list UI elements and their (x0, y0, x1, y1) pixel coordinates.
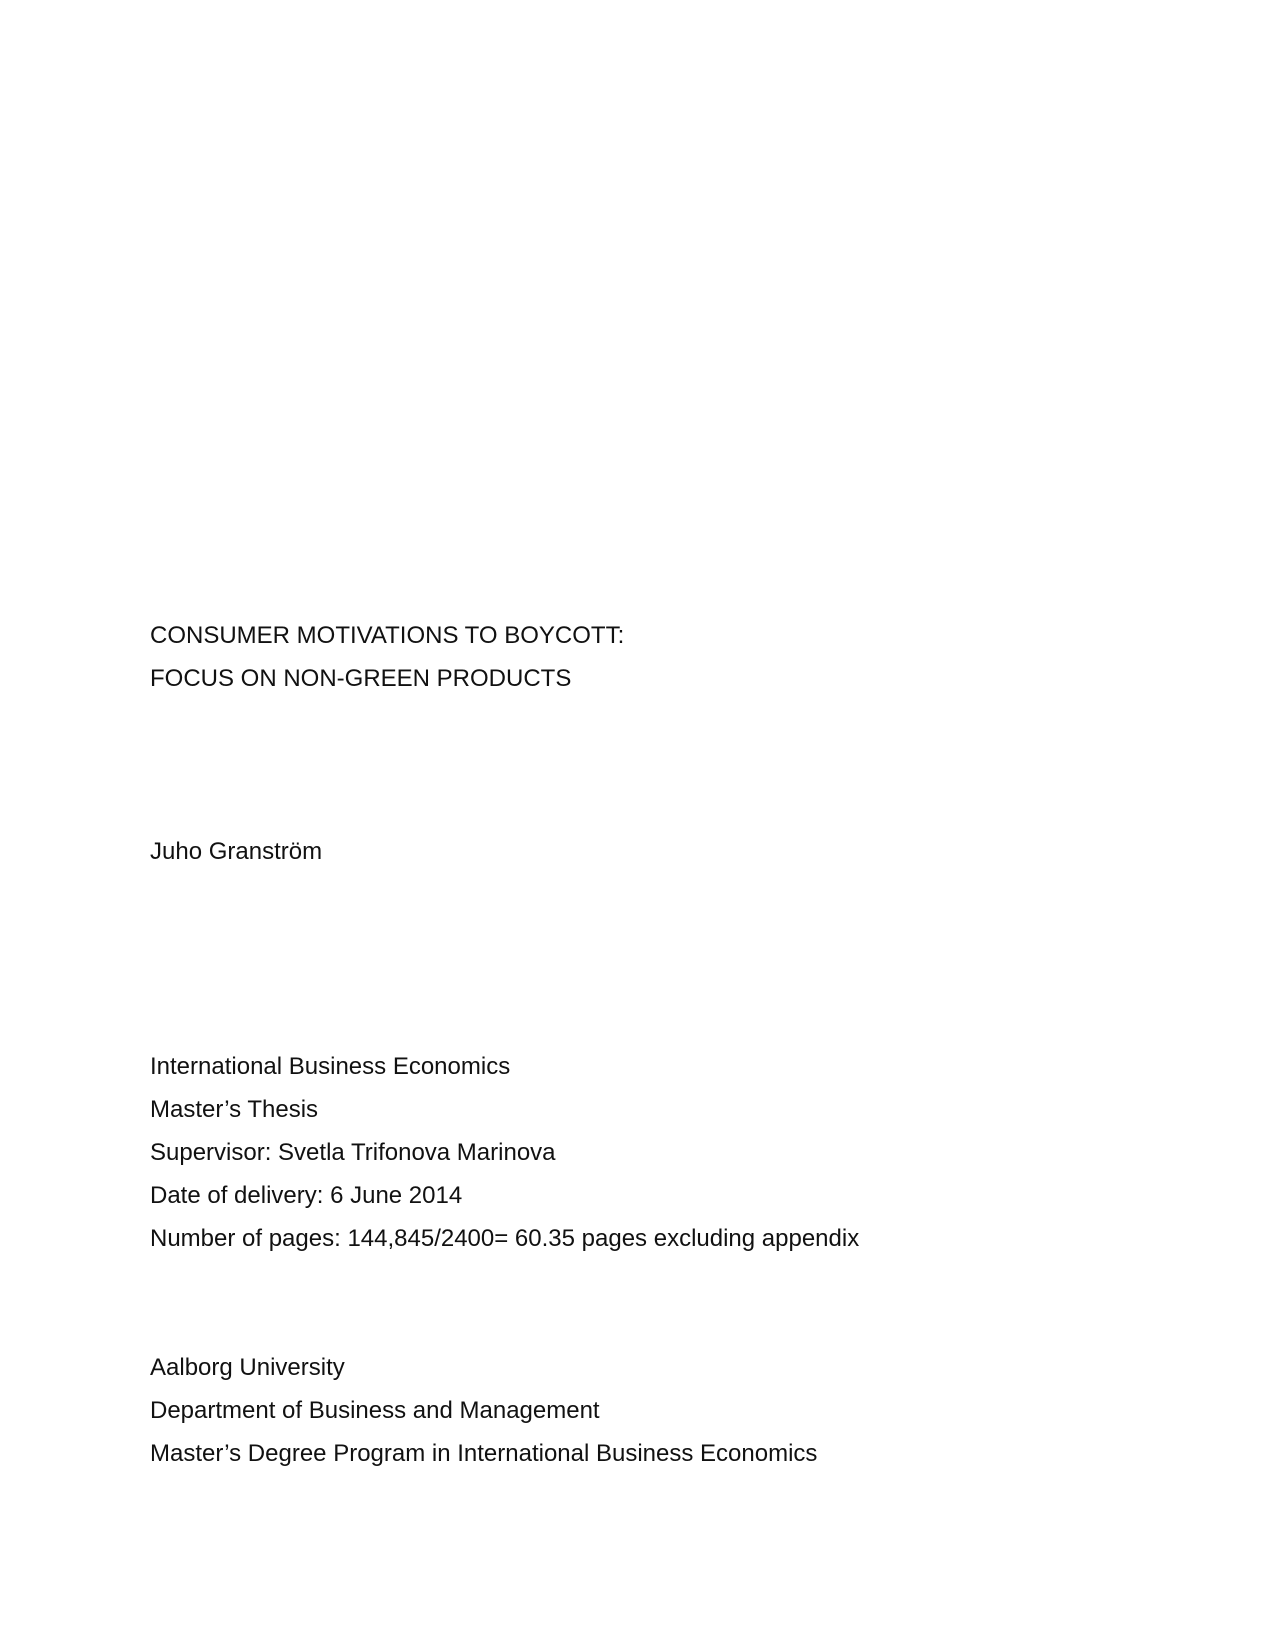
university-name: Aalborg University (150, 1354, 345, 1381)
department-name: Department of Business and Management (150, 1397, 600, 1424)
document-type: Master’s Thesis (150, 1096, 319, 1123)
thesis-title-line-1: CONSUMER MOTIVATIONS TO BOYCOTT: (150, 622, 625, 649)
thesis-title-line-2: FOCUS ON NON-GREEN PRODUCTS (150, 665, 572, 692)
degree-program: Master’s Degree Program in International Business Economics (150, 1440, 818, 1467)
author-name: Juho Granström (150, 838, 323, 865)
program-name: International Business Economics (150, 1053, 511, 1080)
page-count: Number of pages: 144,845/2400= 60.35 pages excluding appendix (150, 1225, 860, 1252)
delivery-date: Date of delivery: 6 June 2014 (150, 1182, 463, 1209)
supervisor: Supervisor: Svetla Trifonova Marinova (150, 1139, 556, 1166)
